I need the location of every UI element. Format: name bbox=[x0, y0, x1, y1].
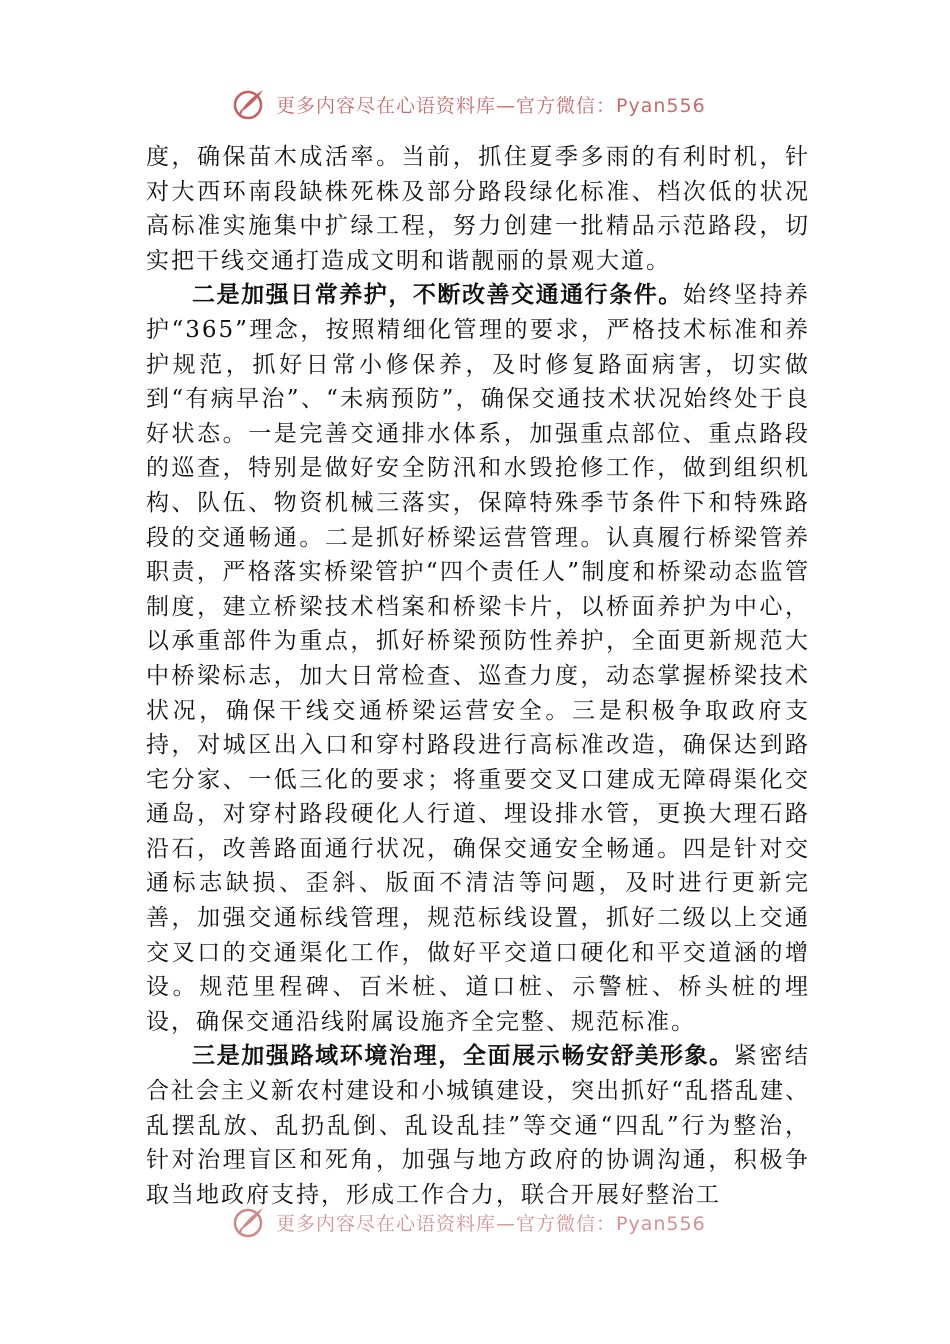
watermark-text: 更多内容尽在心语资料库—官方微信：Pyan556 bbox=[276, 94, 706, 117]
paragraph-2 bbox=[146, 278, 810, 1039]
paragraph-3 bbox=[146, 1039, 810, 1212]
document-body bbox=[146, 140, 810, 1212]
header-watermark bbox=[232, 84, 752, 124]
paragraph-2-body: 始终坚持养护“365”理念，按照精细化管理的要求，严格技术标准和养护规范，抓好日常小修保养，及时修复路面病害，切实做到“有病早治”、“未病预防”，确保交通技术状况始终处于良好状态。一是完善交通排水体系，加强重点部位、重点路段的巡查，特别是做好安全防汛和水毁抢修工作，做到组织机构、队伍、物资机械三落实，保障特殊季节条件下和特殊路段的交通畅通。二是抓好桥梁运营管理。认真履行桥梁管养职责，严格落实桥梁管护“四个责任人”制度和桥梁动态监管制度，建立桥梁技术档案和桥梁卡片，以桥面养护为中心，以承重部件为重点，抓好桥梁预防性养护，全面更新规范大中桥梁标志，加大日常检查、巡查力度，动态掌握桥梁技术状况，确保干线交通桥梁运营安全。三是积极争取政府支持，对城区出入口和穿村路段进行高标准改造，确保达到路宅分家、一低三化的要求；将重要交叉口建成无障碍渠化交通岛，对穿村路段硬化人行道、埋设排水管，更换大理石路沿石，改善路面通行状况，确保交通安全畅通。四是针对交通标志缺损、歪斜、版面不清洁等问题，及时进行更新完善，加强交通标线管理，规范标线设置，抓好二级以上交通交叉口的交通渠化工作，做好平交道口硬化和平交道涵的增设。规范里程碑、百米桩、道口桩、示警桩、桥头桩的埋设，确保交通沿线附属设施齐全完整、规范标准。 bbox=[146, 282, 811, 1035]
footer-watermark bbox=[232, 1202, 752, 1242]
paragraph-3-lead: 三是加强路域环境治理，全面展示畅安舒美形象。 bbox=[192, 1043, 734, 1070]
watermark-text: 更多内容尽在心语资料库—官方微信：Pyan556 bbox=[276, 1212, 706, 1235]
paragraph-1: 度，确保苗木成活率。当前，抓住夏季多雨的有利时机，针对大西环南段缺株死株及部分路段绿化标准、档次低的状况高标准实施集中扩绿工程，努力创建一批精品示范路段，切实把干线交通打造成文明和谐靓丽的景观大道。 bbox=[146, 144, 810, 274]
paragraph-3-body: 紧密结合社会主义新农村建设和小城镇建设，突出抓好“乱搭乱建、乱摆乱放、乱扔乱倒、乱设乱挂”等交通“四乱”行为整治，针对治理盲区和死角，加强与地方政府的协调沟通，积极争取当地政府支持，形成工作合力，联合开展好整治工 bbox=[146, 1043, 810, 1208]
quill-logo-icon bbox=[232, 86, 268, 122]
paragraph-2-lead: 二是加强日常养护，不断改善交通通行条件。 bbox=[192, 282, 683, 309]
quill-logo-icon bbox=[232, 1204, 268, 1240]
